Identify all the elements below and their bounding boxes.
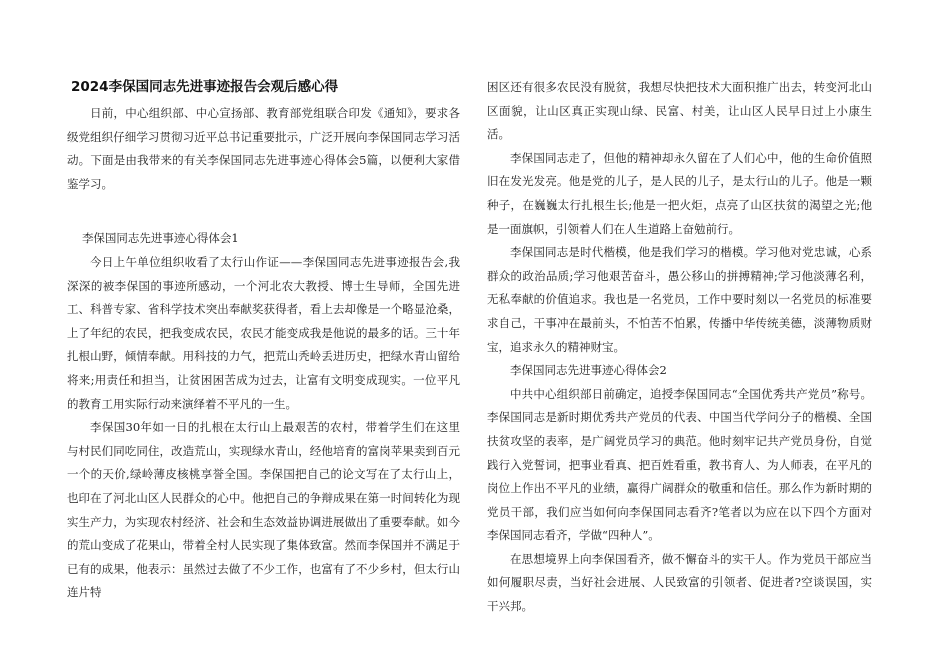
paragraph: 李保国同志走了，但他的精神却永久留在了人们心中，他的生命价值照旧在发光发亮。他是党的儿子，是人民的儿子，是太行山的儿子。他是一颗种子，在巍巍太行扎根生长;他是一把火炬，点亮了山区扶贫的渴望之光;他是一面旗帜，引领着人们在人生道路上奋勉前行。 — [487, 150, 872, 236]
section-heading-1: 李保国同志先进事迹心得体会1 — [81, 231, 239, 246]
intro-paragraph: 日前，中心组织部、中心宣扬部、教育部党组联合印发《通知》，要求各级党组织仔细学习贯彻习近平总书记重要批示，广泛开展向李保国同志学习活动。下面是由我带来的有关李保国同志先进事迹心得体会5篇，以便利大家借鉴学习。 — [67, 106, 460, 191]
paragraph: 李保国同志是时代楷模，他是我们学习的楷模。学习他对党忠诚，心系群众的政治品质;学习他艰苦奋斗，愚公移山的拼搏精神;学习他淡薄名利，无私奉献的价值追求。我也是一名党员，工作中要时刻以一名党员的标准要求自己，干事冲在最前头，不怕苦不怕累，传播中华传统美德，淡薄物质财宝，追求永久的精神财宝。 — [487, 245, 872, 354]
paragraph: 中共中心组织部日前确定，追授李保国同志“全国优秀共产党员”称号。李保国同志是新时期优秀共产党员的代表、中国当代学问分子的楷模、全国扶贫攻坚的表率，是广阔党员学习的典范。他时刻牢记共产党员身份，自觉践行入党誓词，把事业看真、把百姓看重，教书育人、为人师表，在平凡的岗位上作出不平凡的业绩，赢得广阔群众的敬重和信任。那么作为新时期的党员干部，我们应当如何向李保国同志看齐?笔者以为应在以下四个方面对李保国同志看齐，学做“四种人”。 — [487, 386, 872, 543]
paragraph: 今日上午单位组织收看了太行山作证——李保国同志先进事迹报告会,我深深的被李保国的事迹所感动，一个河北农大教授、博士生导师，全国先进工、科普专家、省科学技术突出奉献奖获得者，看上去却像是一个略显沧桑，上了年纪的农民，把我变成农民，农民才能变成我是他说的最多的话。三十年扎根山野，倾情奉献。用科技的力气，把荒山秃岭丢进历史，把绿水青山留给将来;用责任和担当，让贫困困苦成为过去，让富有文明变成现实。一位平凡的教育工用实际行动来演绎着不平凡的一生。 — [67, 254, 460, 411]
paragraph: 在思想境界上向李保国看齐，做不懈奋斗的实干人。作为党员干部应当如何履职尽责，当好社会进展、人民致富的引领者、促进者?空谈误国，实干兴邦。 — [487, 551, 872, 614]
right-column — [487, 76, 872, 619]
paragraph-continuation: 困区还有很多农民没有脱贫，我想尽快把技术大面积推广出去，转变河北山区面貌，让山区真正实现山绿、民富、村美，让山区人民早日过上小康生活。 — [487, 80, 872, 142]
left-column — [67, 68, 460, 605]
paragraph: 李保国30年如一日的扎根在太行山上最艰苦的农村，带着学生们在这里与村民们同吃同住，改造荒山，实现绿水青山，经他培育的富岗苹果卖到百元一个的天价,绿岭薄皮核桃享誉全国。李保国把自己的论文写在了太行山上，也印在了河北山区人民群众的心中。他把自己的争辩成果在第一时间转化为现实生产力，为实现农村经济、社会和生态效益协调进展做出了重要奉献。如今的荒山变成了花果山，带着全村人民实现了集体致富。然而李保国并不满足于已有的成果，他表示：虽然过去做了不少工作，也富有了不少乡村，但太行山连片特 — [67, 420, 460, 600]
section-heading-2: 李保国同志先进事迹心得体会2 — [510, 363, 667, 378]
document-title: 2024李保国同志先进事迹报告会观后感心得 — [71, 79, 339, 95]
spacer — [67, 196, 460, 219]
